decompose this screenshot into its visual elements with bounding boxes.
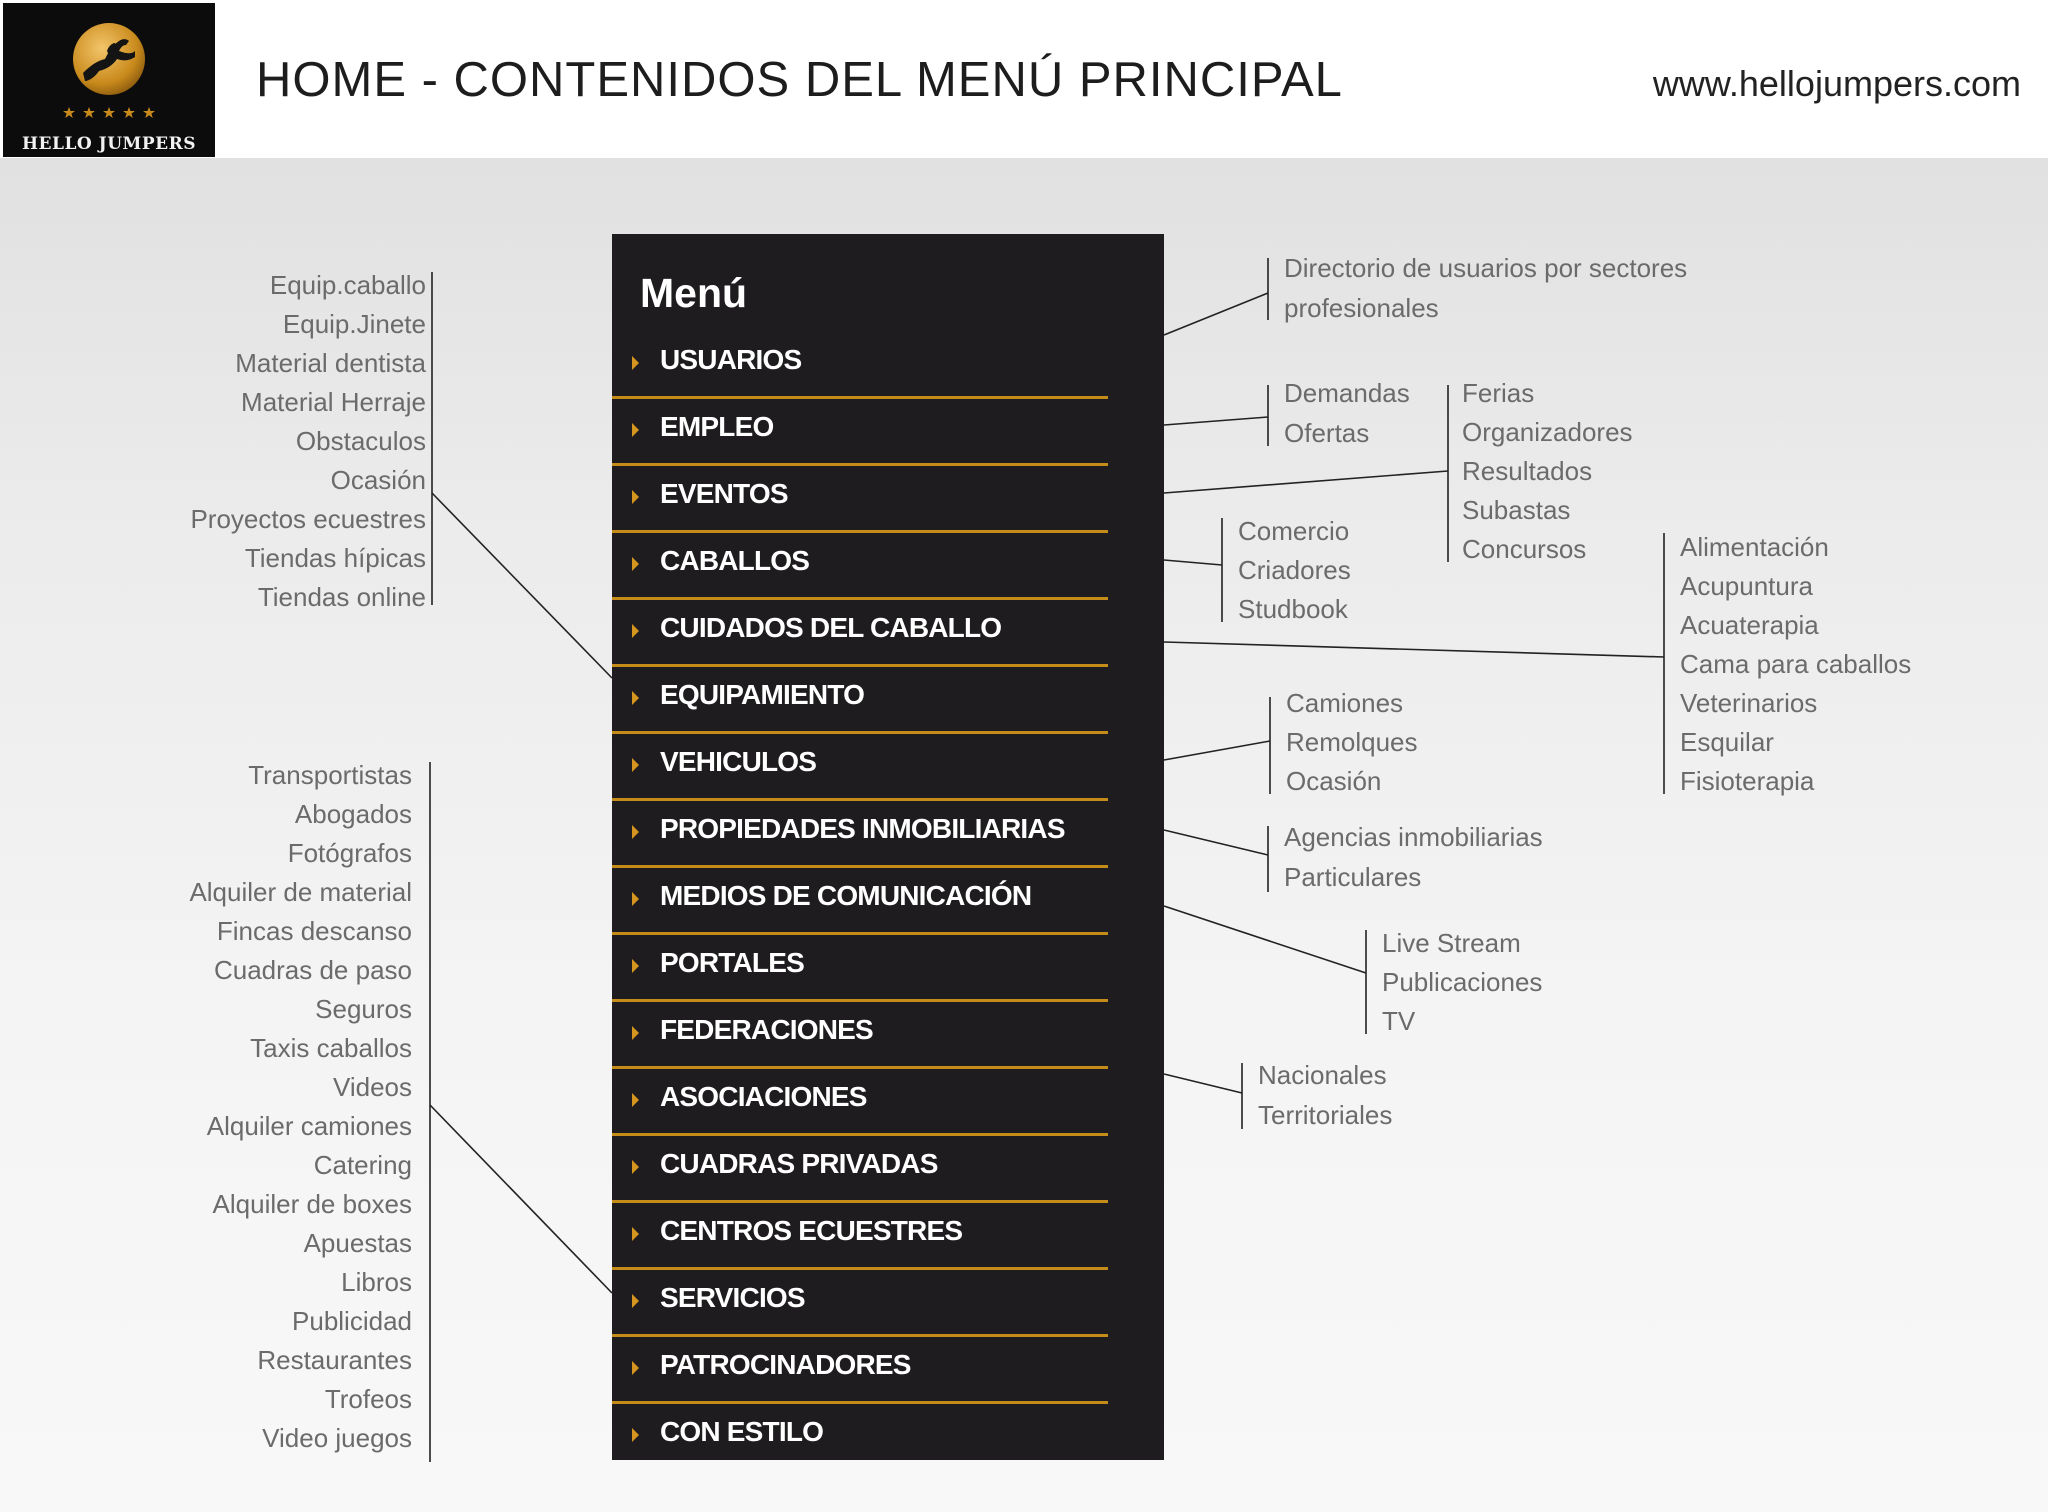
menu-item-asociaciones[interactable]: ASOCIACIONES: [612, 1067, 1108, 1136]
vehiculos-submenu-item[interactable]: Camiones: [1286, 688, 1404, 718]
menu-item-equipamiento[interactable]: EQUIPAMIENTO: [612, 665, 1108, 734]
caret-right-icon: [632, 892, 639, 906]
logo-text: HELLO JUMPERS: [22, 134, 196, 154]
servicios-submenu-item[interactable]: Alquiler camiones: [206, 1111, 412, 1141]
empleo-submenu-item[interactable]: Demandas: [1284, 378, 1410, 408]
menu-item-caballos[interactable]: CABALLOS: [612, 531, 1108, 600]
servicios-submenu-item[interactable]: Videos: [332, 1072, 412, 1102]
caret-right-icon: [632, 691, 639, 705]
equipamiento-submenu-item[interactable]: Proyectos ecuestres: [190, 504, 426, 534]
caballos-submenu-item[interactable]: Criadores: [1238, 555, 1351, 585]
eventos-submenu-item[interactable]: Ferias: [1462, 378, 1535, 408]
menu-item-con-estilo[interactable]: CON ESTILO: [612, 1402, 1108, 1468]
menu-item-centros-ecuestres[interactable]: CENTROS ECUESTRES: [612, 1201, 1108, 1270]
servicios-submenu-item[interactable]: Apuestas: [303, 1228, 412, 1258]
federaciones-submenu-item[interactable]: Territoriales: [1258, 1100, 1393, 1130]
caret-right-icon: [632, 1361, 639, 1375]
cuidados-submenu-item[interactable]: Fisioterapia: [1680, 766, 1815, 796]
equipamiento-submenu-item[interactable]: Ocasión: [330, 465, 426, 495]
caret-right-icon: [632, 825, 639, 839]
menu-item-cuidados-del-caballo[interactable]: CUIDADOS DEL CABALLO: [612, 598, 1108, 667]
caret-right-icon: [632, 557, 639, 571]
equipamiento-submenu-item[interactable]: Tiendas hípicas: [244, 543, 426, 573]
menu-item-medios-de-comunicacion[interactable]: MEDIOS DE COMUNICACIÓN: [612, 866, 1108, 935]
servicios-submenu-item[interactable]: Alquiler de boxes: [212, 1189, 412, 1219]
medios-submenu-item[interactable]: TV: [1382, 1006, 1416, 1036]
menu-item-cuadras-privadas[interactable]: CUADRAS PRIVADAS: [612, 1134, 1108, 1203]
propiedades-submenu-item[interactable]: Particulares: [1284, 862, 1422, 892]
servicios-submenu-item[interactable]: Taxis caballos: [250, 1033, 412, 1063]
usuarios-submenu-item[interactable]: Directorio de usuarios por sectores: [1284, 253, 1688, 283]
equipamiento-submenu-item[interactable]: Equip.Jinete: [282, 309, 426, 339]
caret-right-icon: [632, 959, 639, 973]
menu-item-federaciones[interactable]: FEDERACIONES: [612, 1000, 1108, 1069]
menu-item-empleo[interactable]: EMPLEO: [612, 397, 1108, 466]
menu-item-portales[interactable]: PORTALES: [612, 933, 1108, 1002]
equipamiento-submenu-item[interactable]: Tiendas online: [257, 582, 426, 612]
servicios-submenu-item[interactable]: Seguros: [315, 994, 412, 1024]
caret-right-icon: [632, 356, 639, 370]
caret-right-icon: [632, 1227, 639, 1241]
main-menu-panel: [612, 234, 1164, 1460]
servicios-submenu-item[interactable]: Catering: [313, 1150, 412, 1180]
servicios-submenu-item[interactable]: Fincas descanso: [216, 916, 412, 946]
menu-item-servicios[interactable]: SERVICIOS: [612, 1268, 1108, 1337]
cuidados-submenu-item[interactable]: Acupuntura: [1680, 571, 1813, 601]
servicios-submenu-item[interactable]: Transportistas: [248, 760, 412, 790]
servicios-submenu-item[interactable]: Libros: [341, 1267, 412, 1297]
servicios-submenu-item[interactable]: Fotógrafos: [287, 838, 412, 868]
caret-right-icon: [632, 624, 639, 638]
equipamiento-submenu-item[interactable]: Material dentista: [235, 348, 426, 378]
menu-item-propiedades-inmobiliarias[interactable]: PROPIEDADES INMOBILIARIAS: [612, 799, 1108, 868]
cuidados-submenu-item[interactable]: Esquilar: [1680, 727, 1774, 757]
caballos-submenu-item[interactable]: Comercio: [1238, 516, 1350, 546]
caret-right-icon: [632, 1160, 639, 1174]
menu-item-vehiculos[interactable]: VEHICULOS: [612, 732, 1108, 801]
caret-right-icon: [632, 1093, 639, 1107]
caret-right-icon: [632, 1294, 639, 1308]
caret-right-icon: [632, 1026, 639, 1040]
caret-right-icon: [632, 490, 639, 504]
eventos-submenu-item[interactable]: Resultados: [1462, 456, 1593, 486]
eventos-submenu-item[interactable]: Subastas: [1462, 495, 1571, 525]
medios-submenu-item[interactable]: Live Stream: [1382, 928, 1521, 958]
usuarios-submenu-item[interactable]: profesionales: [1284, 293, 1439, 323]
federaciones-submenu-item[interactable]: Nacionales: [1258, 1060, 1387, 1090]
cuidados-submenu-item[interactable]: Alimentación: [1680, 532, 1829, 562]
servicios-submenu-item[interactable]: Video juegos: [262, 1423, 412, 1453]
servicios-submenu-item[interactable]: Restaurantes: [257, 1345, 412, 1375]
servicios-submenu-item[interactable]: Abogados: [294, 799, 412, 829]
cuidados-submenu-item[interactable]: Veterinarios: [1680, 688, 1818, 718]
vehiculos-submenu-item[interactable]: Remolques: [1286, 727, 1418, 757]
cuidados-submenu-item[interactable]: Acuaterapia: [1680, 610, 1819, 640]
empleo-submenu-item[interactable]: Ofertas: [1284, 418, 1370, 448]
eventos-submenu-item[interactable]: Organizadores: [1462, 417, 1633, 447]
servicios-submenu-item[interactable]: Cuadras de paso: [213, 955, 412, 985]
menu-item-eventos[interactable]: EVENTOS: [612, 464, 1108, 533]
caret-right-icon: [632, 1428, 639, 1442]
vehiculos-submenu-item[interactable]: Ocasión: [1286, 766, 1382, 796]
site-url-link[interactable]: www.hellojumpers.com: [1652, 63, 2021, 104]
page-title: HOME - CONTENIDOS DEL MENÚ PRINCIPAL: [256, 53, 1343, 107]
equipamiento-submenu-item[interactable]: Material Herraje: [241, 387, 426, 417]
propiedades-submenu-item[interactable]: Agencias inmobiliarias: [1284, 822, 1543, 852]
servicios-submenu-item[interactable]: Publicidad: [292, 1306, 412, 1336]
medios-submenu-item[interactable]: Publicaciones: [1382, 967, 1543, 997]
menu-item-patrocinadores[interactable]: PATROCINADORES: [612, 1335, 1108, 1404]
servicios-submenu-item[interactable]: Trofeos: [324, 1384, 412, 1414]
servicios-submenu-item[interactable]: Alquiler de material: [189, 877, 412, 907]
cuidados-submenu-item[interactable]: Cama para caballos: [1680, 649, 1912, 679]
eventos-submenu-item[interactable]: Concursos: [1462, 534, 1587, 564]
equipamiento-submenu-item[interactable]: Equip.caballo: [269, 270, 426, 300]
caret-right-icon: [632, 758, 639, 772]
equipamiento-submenu-item[interactable]: Obstaculos: [295, 426, 426, 456]
menu-heading: Menú: [640, 270, 748, 316]
menu-item-usuarios[interactable]: USUARIOS: [612, 330, 1108, 399]
caret-right-icon: [632, 423, 639, 437]
caballos-submenu-item[interactable]: Studbook: [1238, 594, 1348, 624]
